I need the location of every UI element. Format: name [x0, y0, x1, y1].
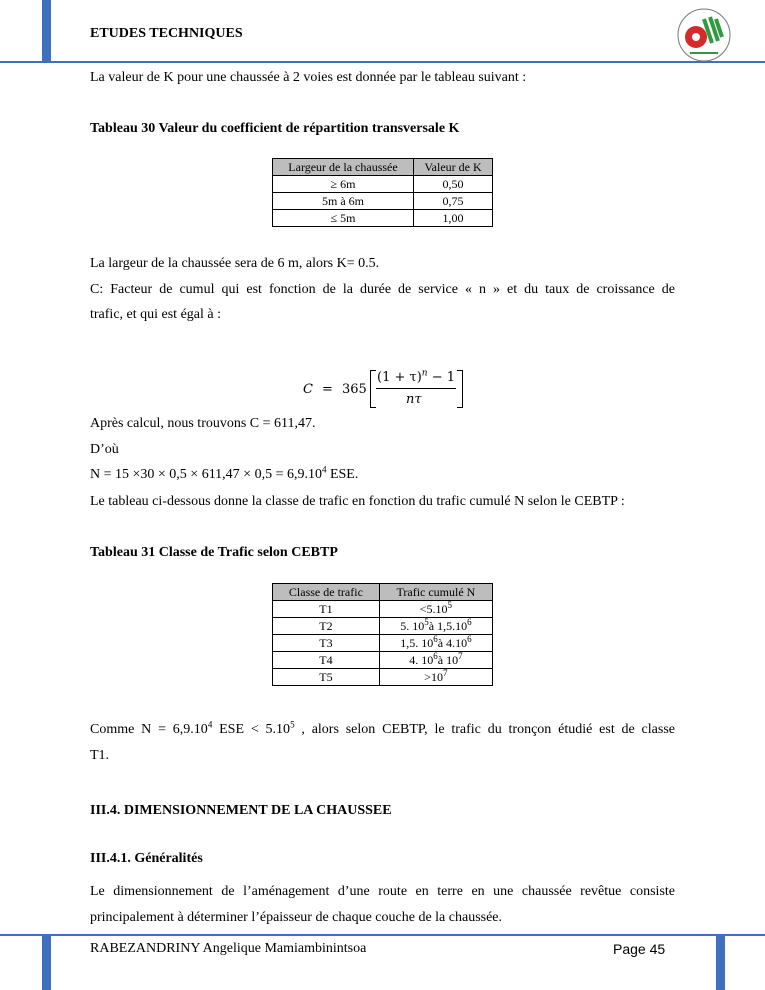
tableau-intro: Le tableau ci-dessous donne la classe de trafic en fonction du trafic cumulé N selon le CEBTP : [90, 494, 625, 509]
table31-trafic-e1: 5 [447, 600, 453, 610]
comme-e2: 5 [290, 719, 295, 730]
section-title: III.4. DIMENSIONNEMENT DE LA CHAUSSEE [90, 803, 392, 818]
table30-header-valeur: Valeur de K [414, 159, 493, 176]
formula-numerator-exp: n [421, 368, 428, 379]
footer-author: RABEZANDRINY Angelique Mamiambinintsoa [90, 941, 367, 956]
table30-cell: ≥ 6m [273, 176, 414, 193]
formula-numerator-base: (1 + τ) [377, 370, 422, 385]
table31-trafic-cell [379, 669, 492, 686]
table-row [273, 176, 493, 193]
formula-bracket-left [370, 370, 376, 408]
table31 [272, 583, 493, 686]
table31-trafic-mid: à 4.10 [437, 636, 468, 650]
table31-trafic-e1: 7 [443, 668, 448, 678]
table30-cell: 0,75 [414, 193, 493, 210]
n-calculation [90, 465, 358, 485]
formula-lhs: C [303, 382, 313, 397]
table30-cell: 1,00 [414, 210, 493, 227]
generalites-line2: principalement à déterminer l’épaisseur de chaque couche de la chaussée. [90, 910, 503, 925]
table-row [273, 193, 493, 210]
comme-line2: T1. [90, 748, 110, 763]
formula-bracket-right [457, 370, 463, 408]
table31-trafic-e1: 6 [433, 651, 438, 661]
footer-page-number: Page 45 [613, 941, 666, 957]
table31-trafic-cell [379, 618, 492, 635]
header-title: ETUDES TECHNIQUES [90, 26, 243, 41]
footer-left-bar [42, 934, 51, 990]
table-row [273, 618, 493, 635]
formula-fraction-bar [376, 388, 456, 389]
table30-cell: ≤ 5m [273, 210, 414, 227]
dou-text: D’où [90, 442, 119, 457]
table31-trafic-pre: 1,5. 10 [400, 636, 434, 650]
formula-coef: 365 [342, 382, 367, 397]
formula-numerator-tail: − 1 [427, 370, 455, 385]
table31-classe-cell: T3 [273, 635, 380, 652]
comme-a: Comme N = 6,9.10 [90, 722, 208, 737]
n-calculation-exp: 4 [321, 464, 327, 475]
table-row [273, 210, 493, 227]
formula-numerator [377, 370, 455, 385]
footer-right-bar [716, 934, 725, 990]
table-row [273, 669, 493, 686]
table31-header-classe: Classe de trafic [273, 584, 380, 601]
n-calculation-tail: ESE. [326, 467, 359, 482]
table-row [273, 635, 493, 652]
table-row [273, 601, 493, 618]
table31-classe-cell: T1 [273, 601, 380, 618]
header-left-bar [42, 0, 51, 61]
table31-trafic-pre: 5. 10 [400, 619, 425, 633]
table31-trafic-e1: 6 [433, 634, 438, 644]
formula-eq: = [322, 382, 333, 397]
apres-calcul: Après calcul, nous trouvons C = 611,47. [90, 416, 316, 431]
formula-c [300, 368, 470, 410]
table31-header-trafic: Trafic cumulé N [379, 584, 492, 601]
subsection-title: III.4.1. Généralités [90, 851, 203, 866]
table30-cell: 5m à 6m [273, 193, 414, 210]
table31-trafic-e2: 6 [467, 617, 472, 627]
institution-logo [668, 7, 740, 63]
table31-trafic-pre: 4. 10 [409, 653, 434, 667]
largeur-paragraph: La largeur de la chaussée sera de 6 m, alors K= 0.5. [90, 256, 380, 271]
table31-trafic-cell [379, 652, 492, 669]
facteur-c-line1: C: Facteur de cumul qui est fonction de la durée de service « n » et du taux de croissance de [90, 282, 675, 297]
table31-caption: Tableau 31 Classe de Trafic selon CEBTP [90, 545, 338, 560]
table31-trafic-pre: <5.10 [419, 602, 448, 616]
comme-b: ESE < 5.10 [212, 722, 291, 737]
comme-c: , alors selon CEBTP, le trafic du tronçon étudié est de classe [294, 722, 675, 737]
table31-classe-cell: T5 [273, 669, 380, 686]
table31-trafic-e2: 6 [467, 634, 472, 644]
table31-trafic-cell [379, 601, 492, 618]
table31-trafic-cell [379, 635, 492, 652]
header-rule [0, 61, 765, 63]
table31-classe-cell: T2 [273, 618, 380, 635]
table30-header-largeur: Largeur de la chaussée [273, 159, 414, 176]
table-row [273, 652, 493, 669]
formula-denominator: nτ [406, 392, 422, 407]
intro-paragraph: La valeur de K pour une chaussée à 2 voies est donnée par le tableau suivant : [90, 70, 527, 85]
facteur-c-line2: trafic, et qui est égal à : [90, 307, 221, 322]
table31-trafic-e1: 5 [424, 617, 429, 627]
table31-trafic-mid: à 10 [437, 653, 459, 667]
footer-rule [0, 934, 765, 936]
generalites-line1: Le dimensionnement de l’aménagement d’une route en terre en une chaussée revêtue consiste [90, 884, 675, 899]
table30-caption: Tableau 30 Valeur du coefficient de répartition transversale K [90, 121, 460, 136]
table31-classe-cell: T4 [273, 652, 380, 669]
table31-trafic-mid: à 1,5.10 [428, 619, 468, 633]
table30 [272, 158, 493, 227]
comme-e1: 4 [207, 719, 213, 730]
table31-trafic-pre: >10 [424, 670, 444, 684]
table31-trafic-e2: 7 [458, 651, 463, 661]
table30-cell: 0,50 [414, 176, 493, 193]
comme-line1 [90, 720, 675, 740]
n-calculation-text: N = 15 ×30 × 0,5 × 611,47 × 0,5 = 6,9.10 [90, 467, 322, 482]
